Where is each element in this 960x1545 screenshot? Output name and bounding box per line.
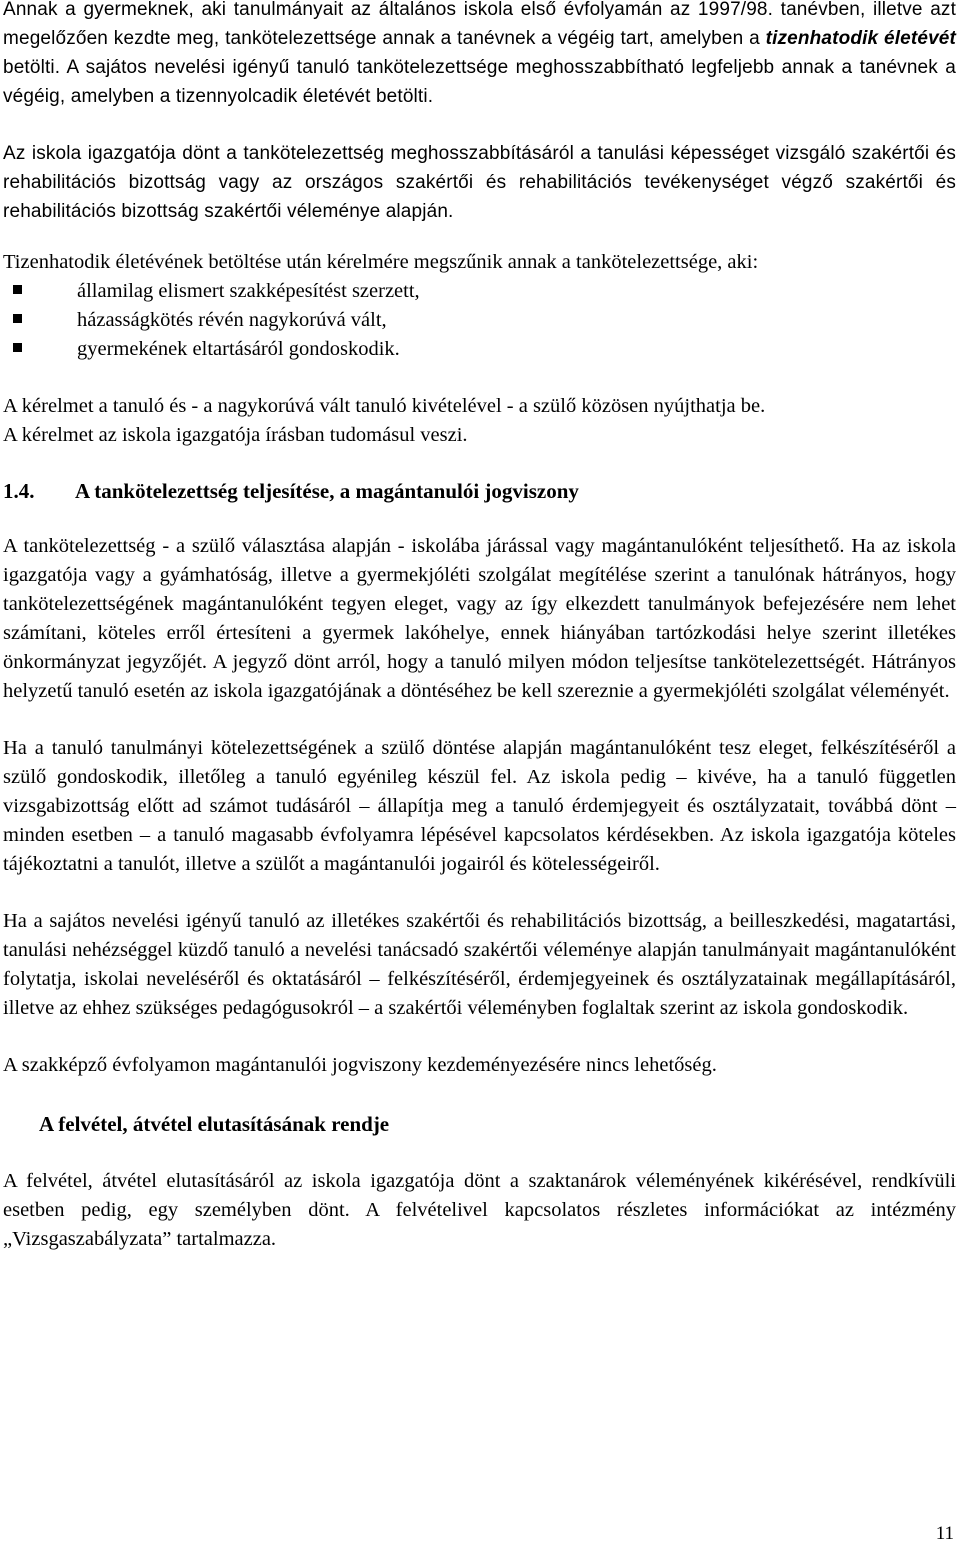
paragraph-meghosszabbitas: Az iskola igazgatója dönt a tankötelezettség meghosszabbításáról a tanulási képességet vizsgáló szakértői és rehabilitációs bizottság vagy az országos szakértői és rehabilitációs tevékenységet végző szakértői és rehabilitációs bizottság szakértői véleménye alapján. xyxy=(3,143,956,222)
square-bullet-icon xyxy=(13,285,22,294)
paragraph-tankotelezettseg-idotartam xyxy=(3,0,956,111)
list-item xyxy=(13,277,956,306)
section-heading xyxy=(3,477,956,506)
list-item-text: gyermekének eltartásáról gondoskodik. xyxy=(77,338,400,360)
emphasized-text: tizenhatodik életévét xyxy=(765,28,956,49)
list-item-text: államilag elismert szakképesítést szerzett, xyxy=(77,280,420,302)
paragraph-szakkepzo: A szakképző évfolyamon magántanulói jogviszony kezdeményezésére nincs lehetőség. xyxy=(3,1054,717,1076)
document-page xyxy=(3,0,956,1254)
section-title: A tankötelezettség teljesítése, a magántanulói jogviszony xyxy=(75,479,579,503)
section-number: 1.4. xyxy=(3,479,35,503)
paragraph-text-after: betölti. A sajátos nevelési igényű tanuló tankötelezettsége meghosszabbítható legfeljebb annak a tanévnek a végéig, amelyben a tizennyolcadik életévét betölti. xyxy=(3,57,956,107)
paragraph-magantanulo-szulo: Ha a tanuló tanulmányi kötelezettségének a szülő döntése alapján magántanulóként tesz eleget, felkészítéséről a szülő gondoskodik, illetőleg a tanuló egyénileg készül fel. Az iskola pedig – kivéve, ha a tanuló független vizsgabizottság előtt ad számot tudásáról – állapítja meg a tanuló érdemjegyeit és osztályzatait, továbbá dönt – minden esetben – a tanuló magasabb évfolyamra lépésével kapcsolatos kérdésekben. Az iskola igazgatója köteles tájékoztatni a tanulót, illetve a szülőt a magántanulói jogairól és kötelességeiről. xyxy=(3,737,956,875)
kerelem-line-1: A kérelmet a tanuló és - a nagykorúvá vált tanuló kivételével - a szülő közösen nyújthatja be. xyxy=(3,395,766,417)
paragraph-text-before: Annak a gyermeknek, aki tanulmányait az általános iskola első évfolyamán az 1997/98. tanévben, illetve azt megelőzően kezdte meg, tankötelezettsége annak a tanévnek a végéig tart, amelyben a xyxy=(3,0,956,49)
paragraph-felvetel: A felvétel, átvétel elutasításáról az iskola igazgatója dönt a szaktanárok véleményének kikérésével, rendkívüli esetben pedig, egy személyben dönt. A felvételivel kapcsolatos részletes információkat az intézmény „Vizsgaszabályzata” tartalmazza. xyxy=(3,1170,956,1250)
page-number: 11 xyxy=(935,1523,954,1544)
list-item-text: házasságkötés révén nagykorúvá vált, xyxy=(77,309,387,331)
square-bullet-icon xyxy=(13,343,22,352)
paragraph-megszunes: Tizenhatodik életévének betöltése után kérelmére megszűnik annak a tankötelezettsége, aki: xyxy=(3,251,759,273)
paragraph-teljesites: A tankötelezettség - a szülő választása alapján - iskolába járással vagy magántanulóként teljesíthető. Ha az iskola igazgatója vagy a gyámhatóság, illetve a gyermekjóléti szolgálat megítélése szerint a tanulónak hátrányos, hogy tankötelezettségének magántanulóként tegyen eleget, vagy az így elkezdett tanulmányok befejezésére nem lehet számítani, köteles erről értesíteni a gyermek lakóhelye, ennek hiányában tartózkodási helye szerint illetékes önkormányzat jegyzőjét. A jegyző dönt arról, hogy a tanuló milyen módon teljesítse tankötelezettségét. Hátrányos helyzetű tanuló esetén az iskola igazgatójának a döntéséhez be kell szereznie a gyermekjóléti szolgálat véleményét. xyxy=(3,535,956,702)
bullet-list xyxy=(3,277,956,364)
square-bullet-icon xyxy=(13,314,22,323)
list-item xyxy=(13,335,956,364)
kerelem-line-2: A kérelmet az iskola igazgatója írásban tudomásul veszi. xyxy=(3,424,468,446)
paragraph-sajatos-nevelesi: Ha a sajátos nevelési igényű tanuló az illetékes szakértői és rehabilitációs bizottság, a beilleszkedési, magatartási, tanulási nehézséggel küzdő tanuló a nevelési tanácsadó szakértői véleménye alapján tanulmányait magántanulóként folytatja, iskolai neveléséről és oktatásáról – felkészítéséről, érdemjegyeinek és osztályzatainak megállapításáról, illetve az ehhez szükséges pedagógusokról – a szakértői véleményben foglaltak szerint az iskola gondoskodik. xyxy=(3,910,956,1019)
list-item xyxy=(13,306,956,335)
subheading-felvetel: A felvétel, átvétel elutasításának rendje xyxy=(39,1112,390,1136)
paragraph-kerelem xyxy=(3,392,956,450)
